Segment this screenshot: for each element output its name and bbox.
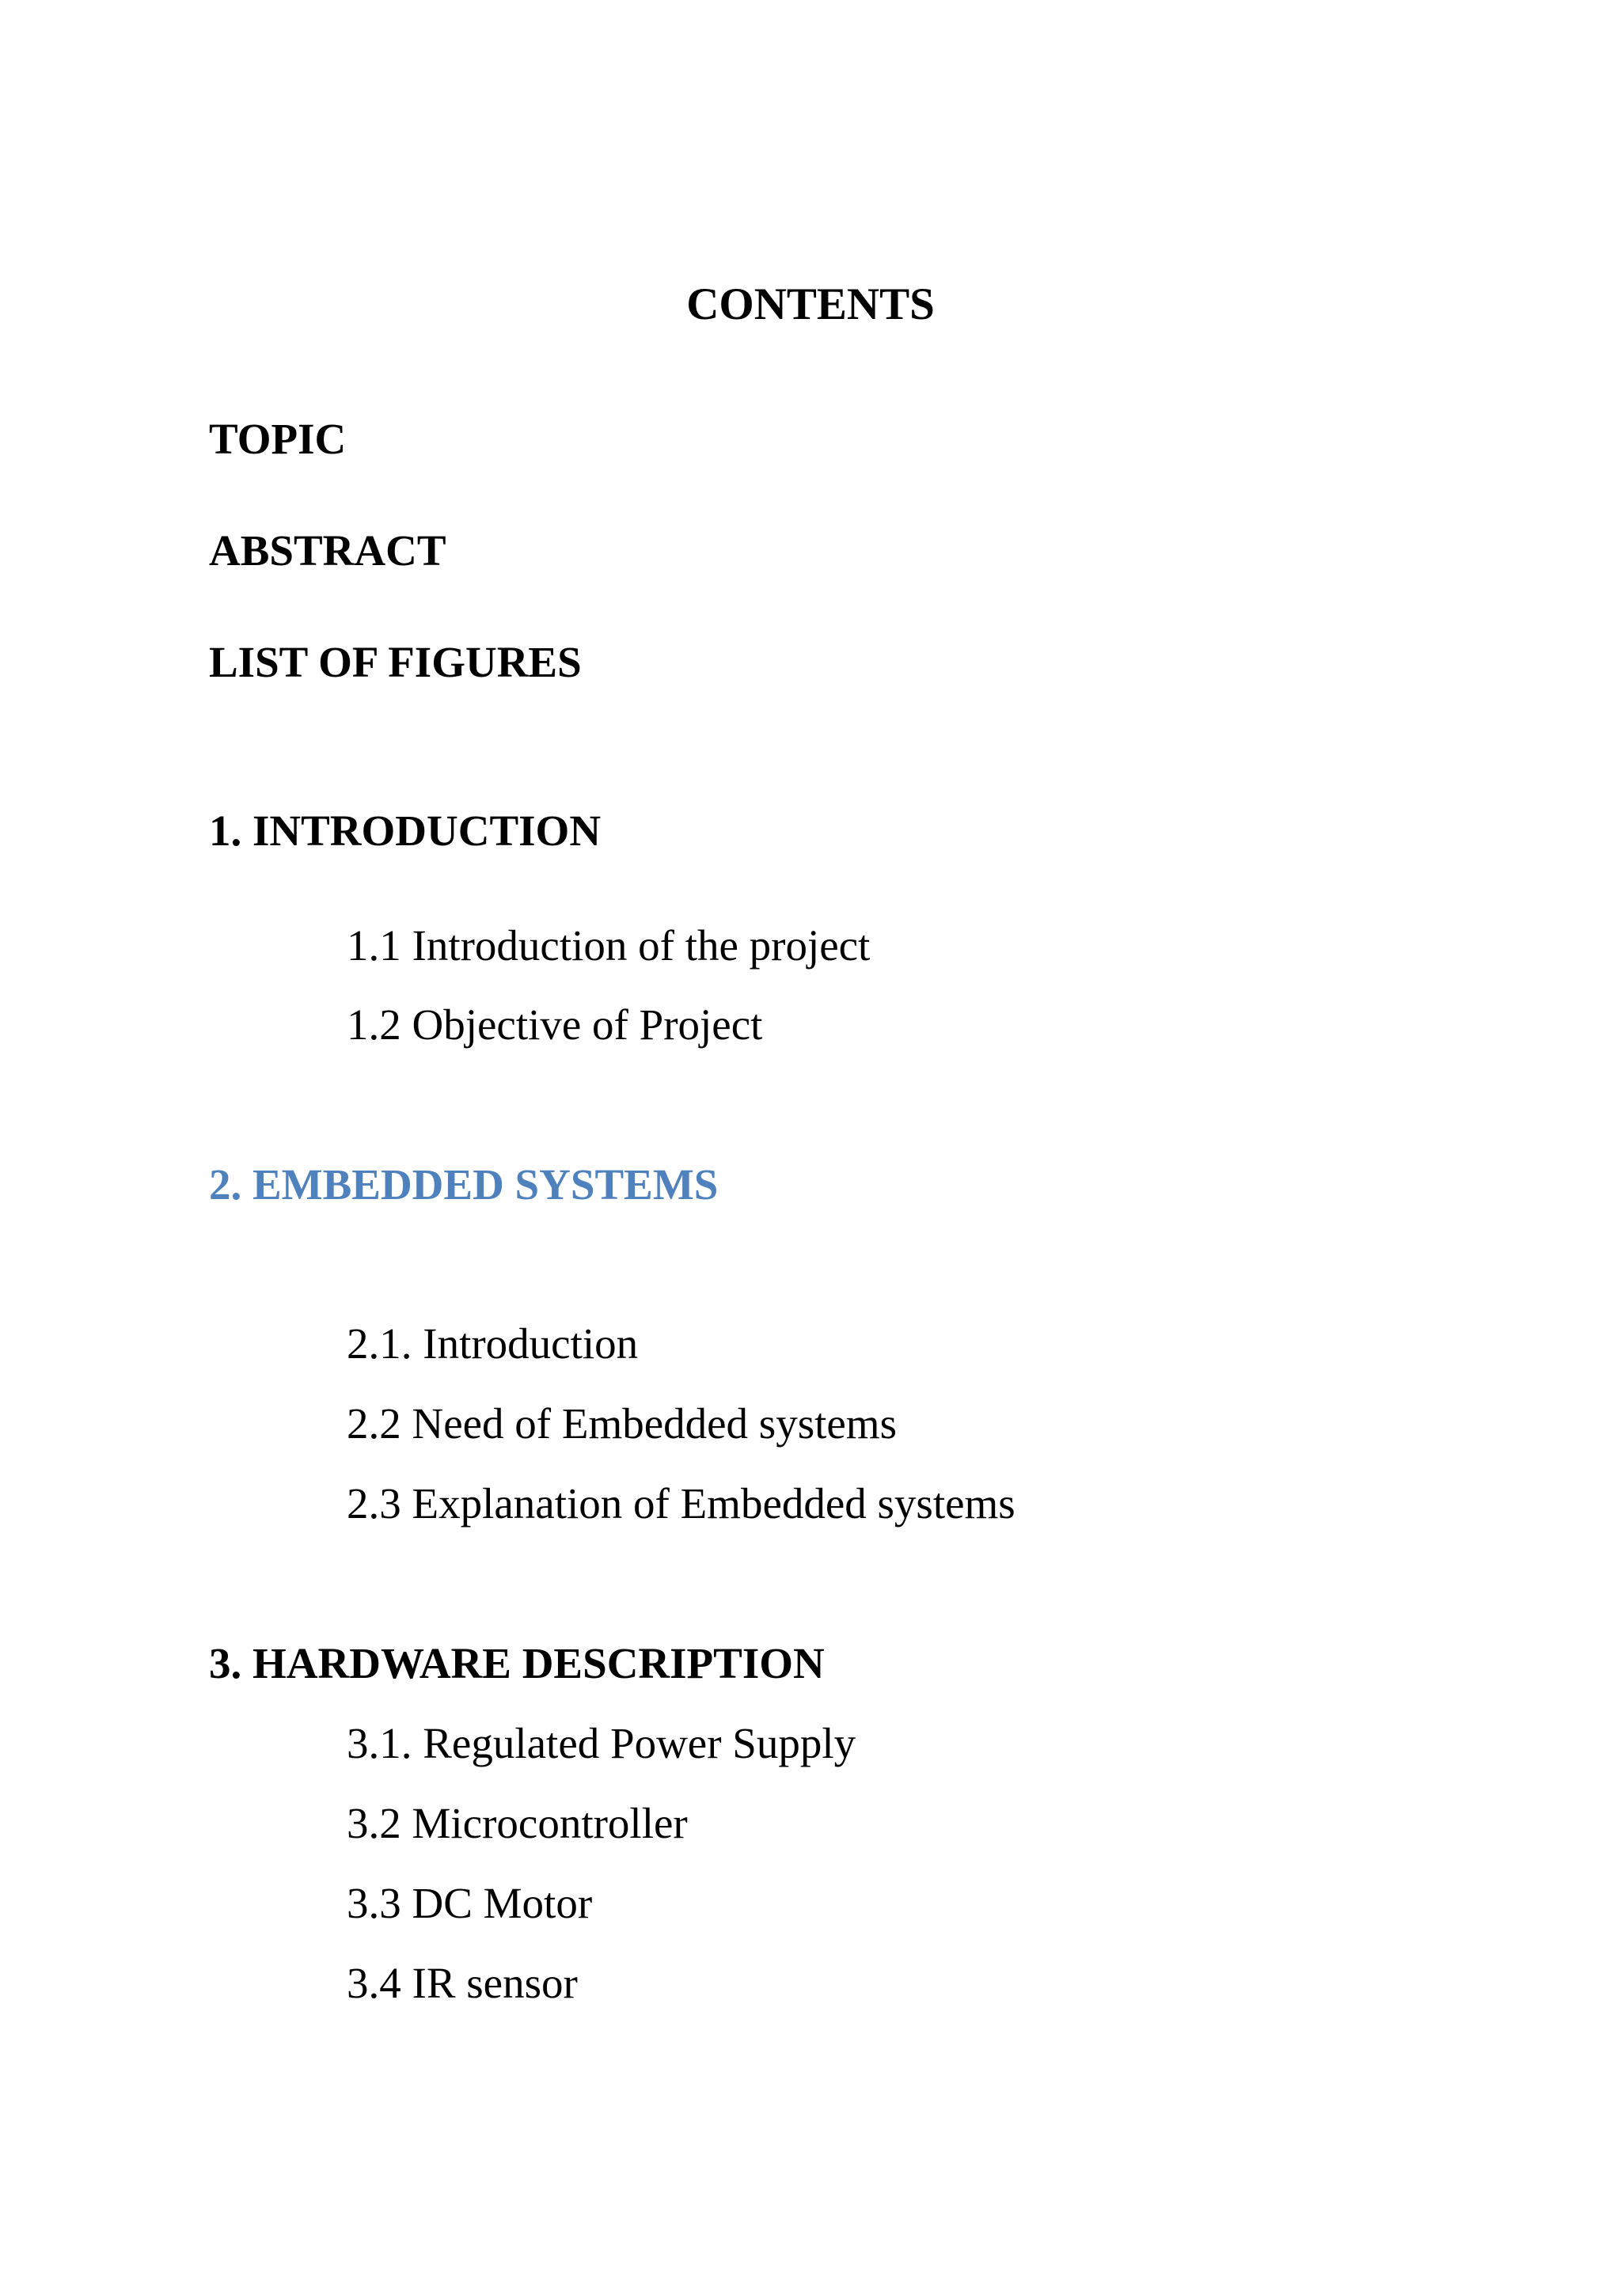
toc-subentry: 2.1. Introduction [347, 1319, 639, 1368]
section-heading-embedded-systems: 2. EMBEDDED SYSTEMS [209, 1160, 719, 1209]
toc-subentry: 2.2 Need of Embedded systems [347, 1399, 897, 1448]
toc-subentry: 3.3 DC Motor [347, 1879, 593, 1927]
toc-entry-abstract: ABSTRACT [209, 526, 446, 575]
toc-entry-list-of-figures: LIST OF FIGURES [209, 638, 582, 686]
toc-subentry: 1.1 Introduction of the project [347, 921, 871, 970]
toc-subentry: 3.1. Regulated Power Supply [347, 1719, 856, 1767]
section-heading-hardware-description: 3. HARDWARE DESCRIPTION [209, 1639, 825, 1687]
toc-entry-topic: TOPIC [209, 415, 347, 463]
page-title: CONTENTS [686, 279, 935, 329]
toc-subentry: 3.2 Microcontroller [347, 1799, 688, 1847]
toc-subentry: 3.4 IR sensor [347, 1959, 578, 2007]
toc-subentry: 1.2 Objective of Project [347, 1000, 763, 1049]
section-heading-introduction: 1. INTRODUCTION [209, 806, 602, 855]
toc-subentry: 2.3 Explanation of Embedded systems [347, 1479, 1015, 1528]
